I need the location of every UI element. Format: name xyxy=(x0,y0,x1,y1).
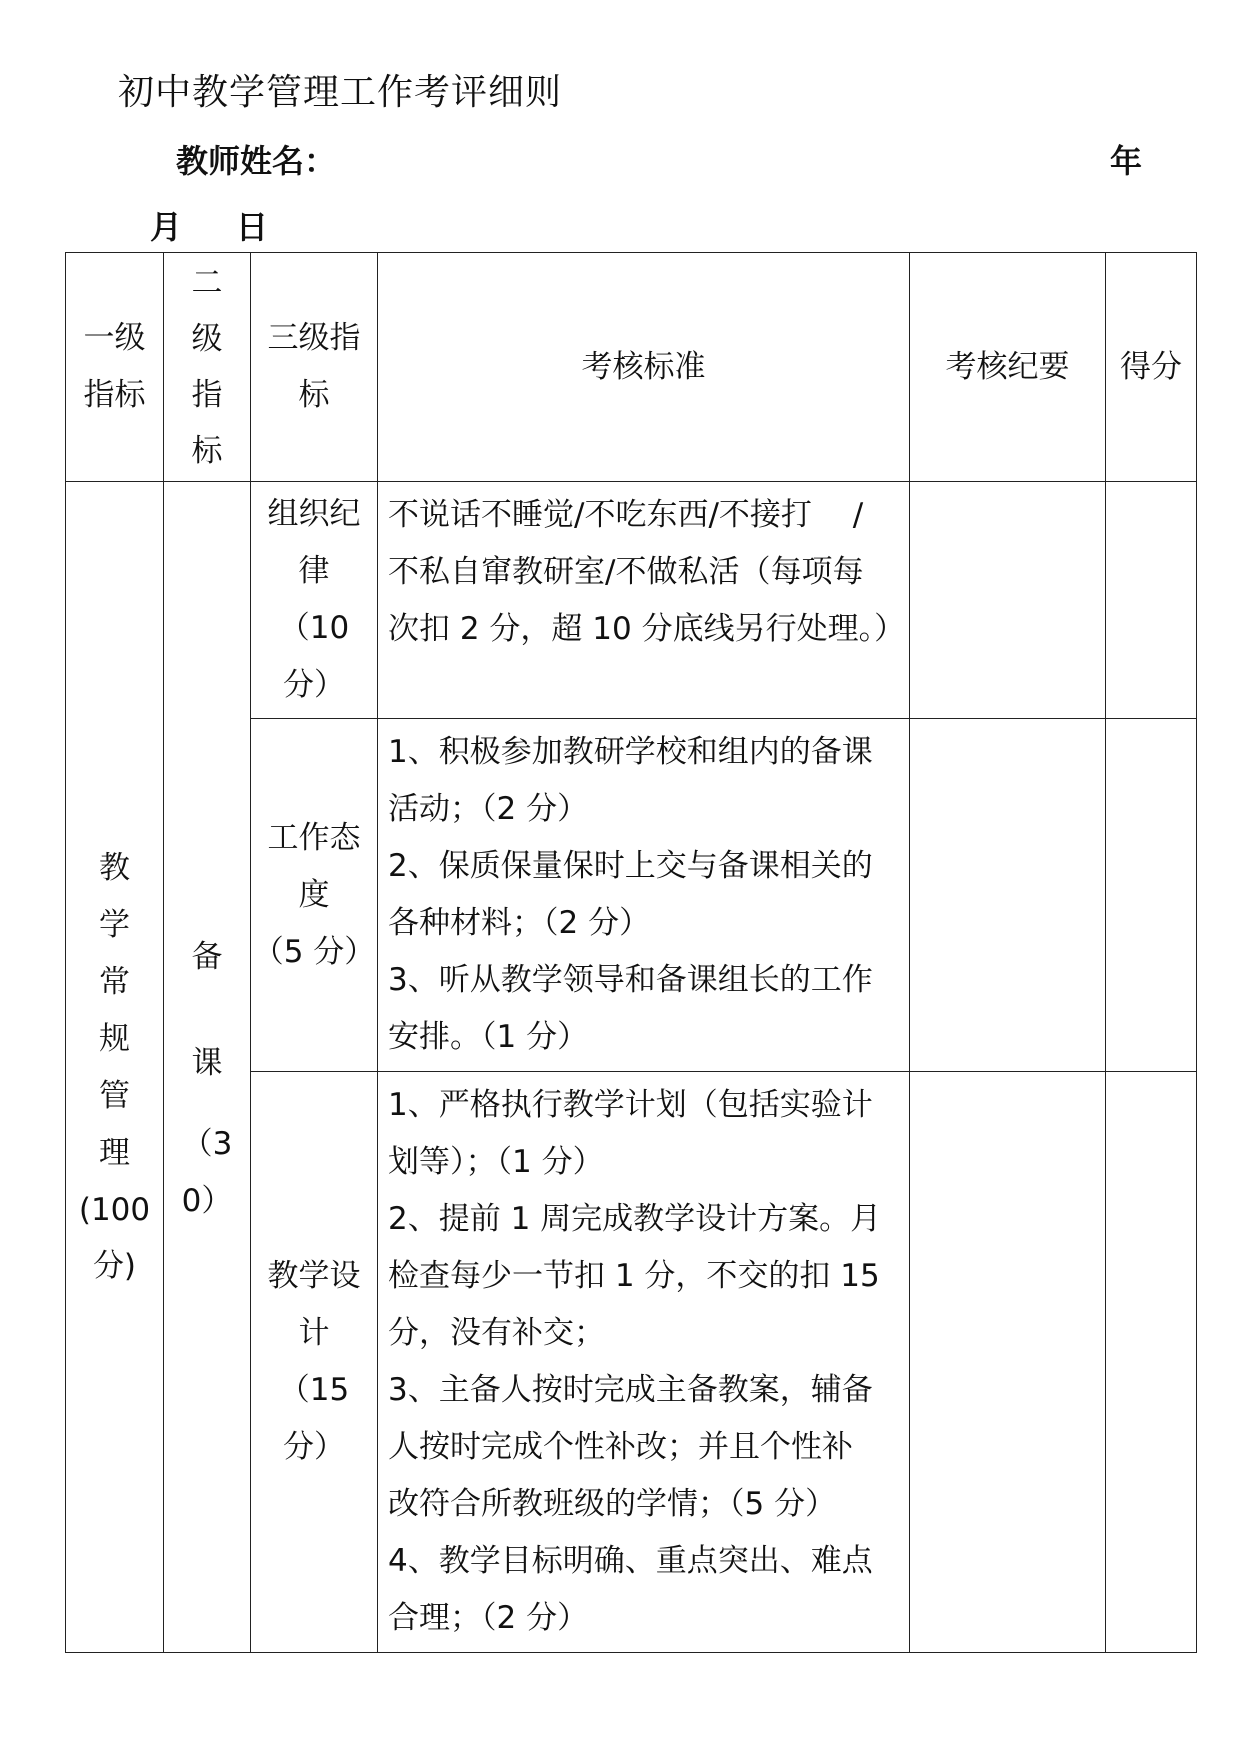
summary-cell[interactable] xyxy=(910,1072,1106,1653)
header-standard: 考核标准 xyxy=(378,253,910,482)
level1-cell: 教 学 常 规 管 理 (100 分) xyxy=(66,482,164,1653)
standard-cell: 1、积极参加教研学校和组内的备课 活动；（2 分） 2、保质保量保时上交与备课相关的 各种材料；（2 分） 3、听从教学领导和备课组长的工作 安排。（1 分） xyxy=(378,719,910,1072)
header-level1: 一级 指标 xyxy=(66,253,164,482)
header-level2: 二 级 指 标 xyxy=(164,253,251,482)
date-month-label: 月 xyxy=(150,208,183,246)
level3-cell: 工作态 度 （5 分） xyxy=(251,719,378,1072)
date-year-label: 年 xyxy=(1110,142,1143,180)
header-summary: 考核纪要 xyxy=(910,253,1106,482)
score-cell[interactable] xyxy=(1106,719,1197,1072)
evaluation-table xyxy=(65,252,1197,1653)
summary-cell[interactable] xyxy=(910,719,1106,1072)
level3-cell: 组织纪 律 （10 分） xyxy=(251,482,378,719)
header-score: 得分 xyxy=(1106,253,1197,482)
table-header-row xyxy=(66,253,1197,482)
document-title: 初中教学管理工作考评细则 xyxy=(118,72,563,113)
table-row xyxy=(66,482,1197,719)
level2-cell: 备 课 （3 0） xyxy=(164,482,251,1653)
standard-cell: 不说话不睡觉/不吃东西/不接打 / 不私自窜教研室/不做私活（每项每 次扣 2 分，超 10 分底线另行处理。） xyxy=(378,482,910,719)
score-cell[interactable] xyxy=(1106,482,1197,719)
standard-cell: 1、严格执行教学计划（包括实验计 划等）；（1 分） 2、提前 1 周完成教学设计方案。月 检查每少一节扣 1 分，不交的扣 15 分，没有补交； 3、主备人按时完成主备教案，辅备 人按时完成个性补改；并且个性补 改符合所教班级的学情；（5 分） 4、教学目标明确、重点突出、难点 合理；（2 分） xyxy=(378,1072,910,1653)
score-cell[interactable] xyxy=(1106,1072,1197,1653)
date-day-label: 日 xyxy=(236,208,269,246)
summary-cell[interactable] xyxy=(910,482,1106,719)
teacher-name-label: 教师姓名： xyxy=(176,142,337,180)
level3-cell: 教学设 计 （15 分） xyxy=(251,1072,378,1653)
header-level3: 三级指 标 xyxy=(251,253,378,482)
